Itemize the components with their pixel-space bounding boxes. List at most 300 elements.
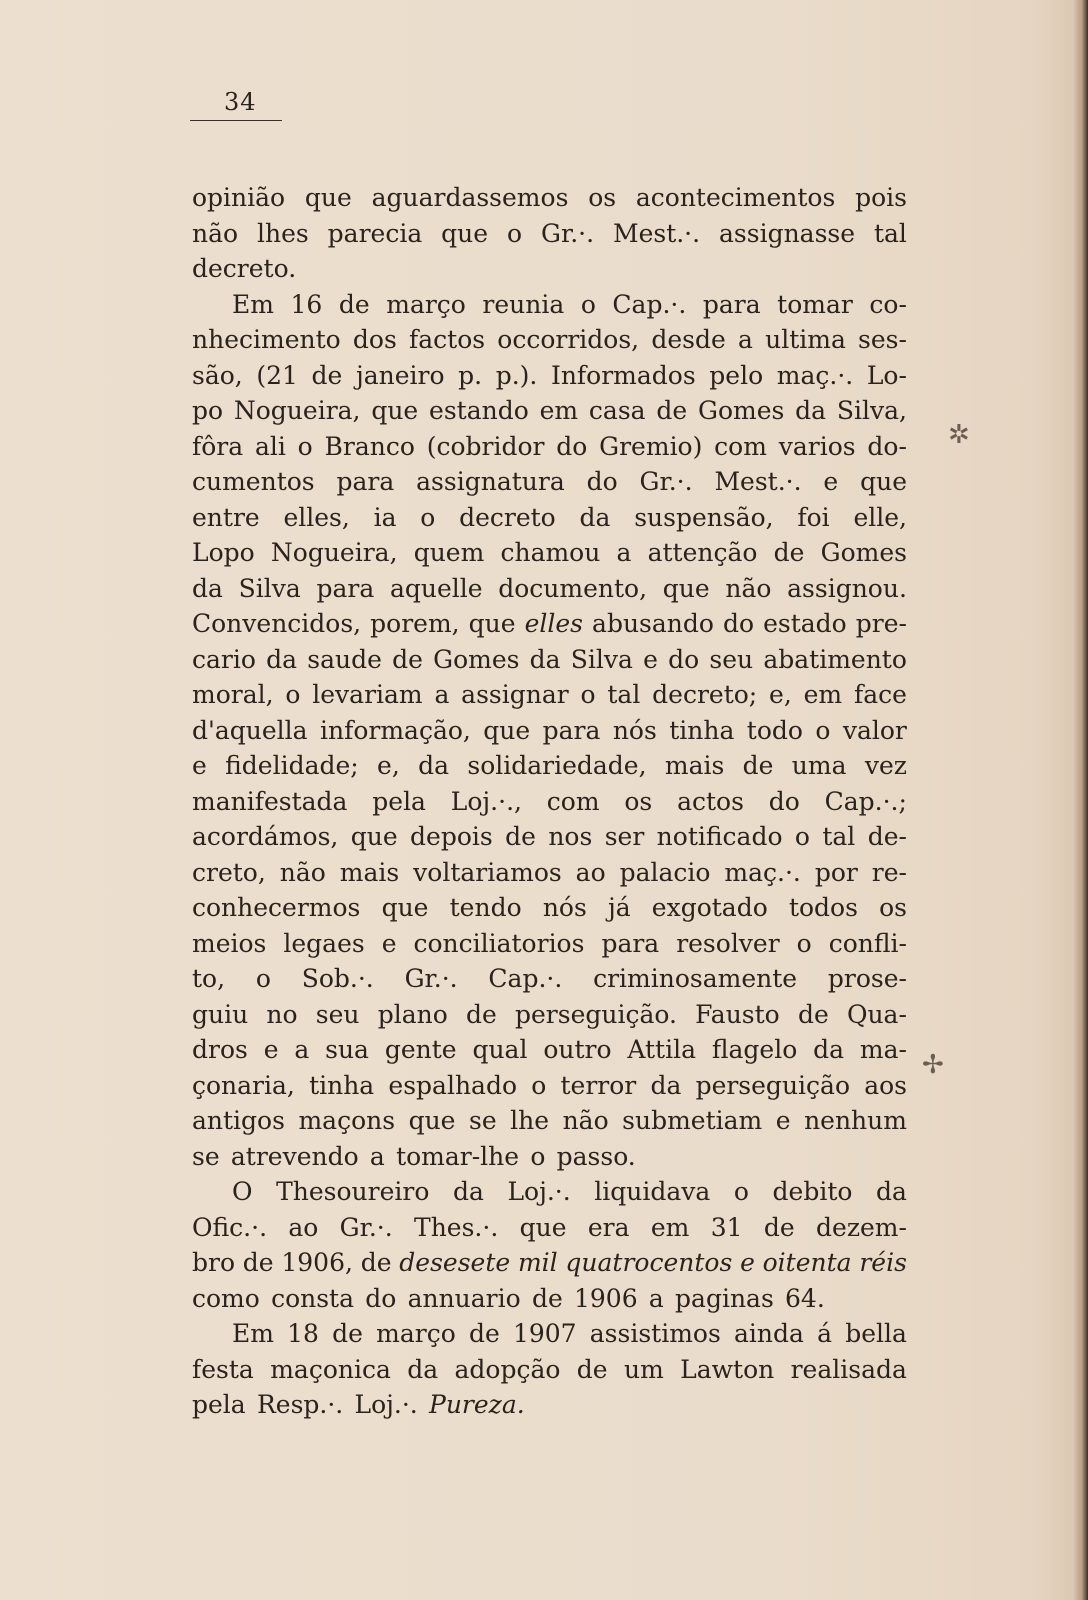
word: chamou — [500, 538, 601, 567]
word: Ofic.·. — [192, 1212, 268, 1242]
word: á — [817, 1319, 833, 1348]
text-line — [192, 1210, 907, 1246]
word: Em — [232, 1319, 274, 1348]
word: terror — [560, 1070, 637, 1100]
word: dezem- — [816, 1212, 907, 1242]
text-line — [192, 748, 907, 784]
word: que — [483, 715, 531, 745]
word: que — [350, 822, 398, 851]
word: Pureza. — [429, 1390, 525, 1419]
text-line — [192, 464, 907, 500]
word: como — [192, 1283, 260, 1313]
text-line — [192, 535, 907, 571]
text-line — [192, 393, 907, 429]
word: Lawton — [680, 1354, 775, 1384]
page-number: 34 — [190, 88, 282, 121]
word: da — [876, 1177, 907, 1206]
word: do — [365, 1283, 397, 1313]
word: o — [794, 822, 810, 851]
word: a — [737, 325, 753, 354]
text-line — [192, 358, 907, 394]
word: por — [814, 857, 858, 887]
word: não — [725, 573, 772, 603]
word: Gr.·. — [404, 964, 458, 993]
word: flagelo — [711, 1035, 798, 1064]
text-line — [192, 855, 907, 891]
word: Gomes — [697, 396, 785, 425]
word: o — [507, 218, 523, 248]
word: de — [763, 1212, 795, 1242]
word: Gomes — [820, 538, 907, 567]
text-line — [192, 429, 907, 465]
word: que — [860, 467, 907, 496]
word: Resp.·. — [256, 1390, 344, 1419]
word: estando — [429, 396, 529, 425]
word: 64. — [785, 1283, 825, 1313]
word: da — [452, 1177, 484, 1206]
word: ma- — [859, 1035, 907, 1064]
word: um — [623, 1354, 664, 1384]
word: da — [192, 573, 223, 603]
word: para — [542, 715, 601, 745]
word: factos — [409, 325, 486, 354]
word: no — [266, 999, 298, 1029]
text-line — [192, 1103, 907, 1139]
word: em — [803, 680, 843, 709]
word: exgotado — [651, 893, 768, 922]
word: liquidava — [594, 1177, 711, 1206]
word: os — [624, 786, 653, 816]
word: conhecermos — [192, 893, 361, 922]
word: Gremio) — [599, 431, 703, 461]
text-line — [192, 606, 907, 642]
word: decreto — [459, 502, 556, 532]
text-line — [192, 961, 907, 997]
word: da — [795, 396, 827, 425]
word: mais — [339, 857, 400, 887]
word: são, — [192, 360, 243, 390]
word: a — [294, 1035, 310, 1064]
word: Gr.·. — [339, 1212, 393, 1242]
word: tal — [607, 680, 641, 709]
word: abusando — [592, 609, 714, 638]
word: que — [441, 218, 489, 248]
word: porem, — [370, 609, 460, 638]
word: de — [468, 1319, 500, 1348]
word: fidelidade; — [225, 751, 359, 780]
word: Cap.·.; — [824, 786, 907, 816]
word: p. — [458, 360, 483, 390]
text-line — [192, 571, 907, 607]
word: ser — [604, 822, 645, 851]
word: com — [714, 431, 767, 461]
word: janeiro — [355, 360, 445, 390]
word: o — [733, 1177, 749, 1206]
word: de — [360, 1248, 392, 1277]
word: Mest.·. — [612, 218, 701, 248]
word: desde — [651, 325, 726, 354]
word: de — [505, 822, 536, 851]
word: cario — [192, 644, 256, 674]
word: nós — [612, 715, 657, 745]
word: tomar — [777, 289, 853, 319]
word: Silva — [570, 644, 633, 674]
word: para — [316, 573, 375, 603]
word: de — [531, 1283, 563, 1313]
word: da — [579, 502, 611, 532]
word: de — [576, 1354, 608, 1384]
word: elle, — [853, 502, 907, 532]
text-line — [192, 1068, 907, 1104]
word: conciliatorios — [413, 928, 585, 958]
word: submetiam — [622, 1106, 763, 1135]
word: Mest.·. — [714, 467, 802, 496]
word: Gr.·. — [639, 467, 693, 496]
word: de — [332, 1319, 363, 1348]
text-line — [192, 819, 907, 855]
word: o — [580, 680, 596, 709]
word: espalhado — [388, 1070, 518, 1100]
word: dos — [352, 325, 397, 354]
word: varios — [778, 431, 856, 461]
word: todo — [746, 715, 803, 745]
word: que — [304, 183, 352, 212]
word: qual — [472, 1035, 528, 1064]
word: depois — [410, 822, 493, 851]
word: se — [469, 1106, 497, 1135]
word: março — [386, 289, 466, 319]
word: bro — [192, 1248, 236, 1277]
word: nhecimento — [192, 325, 341, 354]
word: (cobridor — [426, 431, 545, 461]
word: to, — [192, 964, 226, 993]
word: elles, — [283, 502, 350, 532]
word: opinião — [192, 183, 286, 212]
text-line — [192, 1316, 907, 1352]
word: tomar-lhe — [396, 1141, 520, 1171]
word: perseguição — [695, 1070, 850, 1100]
word: notificado — [656, 822, 783, 851]
word: 1906 — [574, 1283, 638, 1313]
word: Loj.·. — [507, 1177, 571, 1206]
word: realisada — [790, 1354, 907, 1384]
word: os — [588, 183, 617, 212]
word: para — [336, 467, 395, 496]
word: de — [311, 360, 343, 390]
word: valor — [842, 715, 907, 745]
word: quatrocentos — [565, 1248, 733, 1277]
word: o — [530, 1141, 546, 1171]
word: a — [434, 680, 450, 709]
text-line — [192, 890, 907, 926]
word: que — [408, 1106, 456, 1135]
word: 16 — [290, 289, 323, 319]
word: e, — [769, 680, 792, 709]
word: aquelle — [389, 573, 483, 603]
word: aguardassemos — [371, 183, 569, 212]
word: e — [775, 1106, 791, 1135]
word: Convencidos, — [192, 609, 362, 638]
text-line — [192, 1245, 907, 1281]
word: çonaria, — [192, 1070, 295, 1100]
word: do- — [867, 431, 907, 461]
word: oitenta — [762, 1248, 852, 1277]
word: O — [232, 1177, 253, 1206]
word: tinha — [669, 715, 735, 745]
word: e — [823, 467, 839, 496]
word: da — [529, 644, 561, 674]
word: voltariamos — [413, 857, 562, 887]
word: decreto; — [652, 680, 758, 709]
word: (21 — [256, 360, 298, 390]
word: assignar — [461, 680, 569, 709]
word: e — [263, 1035, 279, 1064]
word: o — [796, 928, 812, 958]
word: informação, — [320, 715, 471, 745]
text-line — [192, 500, 907, 536]
word: do — [768, 786, 800, 816]
word: levariam — [312, 680, 423, 709]
word: moral, — [192, 680, 274, 709]
word: maçonica — [270, 1354, 391, 1384]
word: adopção — [454, 1354, 561, 1384]
word: do — [556, 431, 588, 461]
word: abatimento — [763, 644, 907, 674]
body-text — [192, 180, 907, 1423]
word: assignasse — [719, 218, 856, 248]
word: Thesoureiro — [276, 1177, 430, 1206]
word: assistimos — [589, 1319, 721, 1348]
word: assignatura — [416, 467, 565, 496]
word: não — [562, 1106, 609, 1135]
word: documento, — [498, 573, 648, 603]
word: tal — [873, 218, 907, 248]
word: se — [192, 1141, 220, 1171]
word: passo. — [556, 1141, 636, 1171]
word: co- — [869, 289, 907, 319]
word: debito — [772, 1177, 853, 1206]
word: casa — [588, 396, 646, 425]
word: plano — [377, 999, 448, 1029]
word: Gomes — [433, 644, 520, 674]
word: de — [392, 644, 423, 674]
word: bella — [845, 1319, 907, 1348]
word: saude — [307, 644, 382, 674]
word: Lopo — [192, 538, 255, 567]
word: Lo- — [866, 360, 907, 390]
word: decreto. — [192, 254, 297, 283]
word: todos — [788, 893, 858, 922]
text-line — [192, 784, 907, 820]
word: o — [420, 502, 436, 532]
word: de — [773, 538, 805, 567]
word: mil — [517, 1248, 558, 1277]
word: meios — [192, 928, 267, 958]
word: Nogueira, — [233, 396, 361, 425]
ornament-mark: ✢ — [922, 1050, 944, 1080]
word: que — [381, 893, 429, 922]
word: ultima — [765, 325, 846, 354]
word: atrevendo — [230, 1141, 359, 1171]
word: para — [601, 928, 660, 958]
word: réis — [859, 1248, 907, 1277]
text-line — [192, 180, 907, 216]
word: e — [643, 644, 658, 674]
word: foi — [797, 502, 830, 532]
word: acordámos, — [192, 822, 339, 851]
text-line — [192, 216, 907, 252]
word: a — [648, 1283, 664, 1313]
word: criminosamente — [593, 964, 798, 993]
text-line — [192, 997, 907, 1033]
word: os — [879, 893, 907, 922]
word: Thes.·. — [414, 1212, 499, 1242]
word: prose- — [827, 964, 907, 993]
word: em — [650, 1212, 690, 1242]
word: seu — [709, 644, 754, 674]
word: o — [580, 289, 596, 319]
word: Silva — [238, 573, 301, 603]
word: confli- — [828, 928, 907, 958]
word: Qua- — [846, 999, 907, 1029]
word: reunia — [482, 289, 565, 319]
word: para — [702, 289, 761, 319]
word: maçons — [298, 1106, 396, 1135]
word: o — [531, 1070, 547, 1100]
text-line — [192, 1174, 907, 1210]
text-line — [192, 1352, 907, 1388]
word: pela — [372, 786, 426, 816]
word: lhe — [510, 1106, 550, 1135]
text-line — [192, 642, 907, 678]
word: attenção — [647, 538, 758, 567]
word: já — [607, 893, 631, 922]
word: mais — [664, 751, 725, 780]
word: parecia — [327, 218, 423, 248]
word: elles — [524, 609, 584, 638]
word: maç.·. — [776, 360, 854, 390]
word: 31 — [710, 1212, 743, 1242]
word: e, — [377, 751, 400, 780]
word: nenhum — [804, 1106, 907, 1135]
word: Loj.·., — [450, 786, 522, 816]
word: aos — [864, 1070, 907, 1100]
word: que — [662, 573, 710, 603]
word: solidariedade, — [467, 751, 647, 780]
word: de — [797, 999, 829, 1029]
word: tendo — [449, 893, 522, 922]
word: em — [539, 396, 579, 425]
word: ses- — [858, 325, 907, 354]
word: pre- — [855, 609, 907, 638]
word: Em — [232, 289, 274, 319]
word: quem — [413, 538, 485, 567]
word: da — [407, 1354, 439, 1384]
word: não — [192, 218, 239, 248]
word: da — [266, 644, 298, 674]
page-edge-shadow — [1074, 0, 1088, 1600]
word: ali — [254, 431, 286, 461]
word: pois — [855, 183, 907, 212]
word: Nogueira, — [270, 538, 398, 567]
text-line — [192, 1281, 907, 1317]
word: festa — [192, 1354, 254, 1384]
word: legaes — [283, 928, 365, 958]
word: de — [465, 999, 497, 1029]
word: palacio — [619, 857, 711, 887]
word: o — [255, 964, 271, 993]
word: creto, — [192, 857, 266, 887]
word: suspensão, — [634, 502, 774, 532]
word: d'aquella — [192, 715, 308, 745]
word: Cap.·. — [488, 964, 563, 993]
word: face — [853, 680, 907, 709]
word: da — [418, 751, 450, 780]
word: do — [586, 467, 618, 496]
word: maç.·. — [724, 857, 801, 887]
word: cumentos — [192, 467, 315, 496]
word: p.). — [495, 360, 538, 390]
word: 1906, — [281, 1248, 353, 1277]
word: entre — [192, 502, 260, 532]
word: 18 — [287, 1319, 319, 1348]
word: de — [338, 289, 370, 319]
word: pelo — [709, 360, 764, 390]
word: Gr.·. — [541, 218, 595, 248]
text-line — [192, 287, 907, 323]
word: desesete — [399, 1248, 511, 1277]
word: março — [376, 1319, 456, 1348]
word: manifestada — [192, 786, 348, 816]
word: ao — [575, 857, 606, 887]
word: Fausto — [695, 999, 780, 1029]
word: annuario — [407, 1283, 521, 1313]
word: perseguição. — [514, 999, 677, 1029]
word: uma — [791, 751, 847, 780]
text-line — [192, 1387, 907, 1423]
word: ia — [373, 502, 397, 532]
word: de- — [867, 822, 907, 851]
word: o — [297, 431, 313, 461]
word: que — [468, 609, 516, 638]
word: outro — [543, 1035, 612, 1064]
word: acontecimentos — [635, 183, 836, 212]
word: paginas — [675, 1283, 774, 1313]
text-line — [192, 251, 907, 287]
word: assignou. — [787, 573, 907, 603]
word: o — [815, 715, 831, 745]
word: o — [285, 680, 301, 709]
word: do — [668, 644, 700, 674]
word: Silva, — [836, 396, 907, 425]
word: que — [519, 1212, 567, 1242]
word: occorridos, — [497, 325, 640, 354]
word: era — [587, 1212, 630, 1242]
word: actos — [677, 786, 744, 816]
word: que — [371, 396, 419, 425]
ornament-mark: ✲ — [948, 420, 970, 450]
word: da — [650, 1070, 682, 1100]
word: de — [742, 751, 774, 780]
word: nos — [548, 822, 593, 851]
word: po — [192, 396, 224, 425]
word: 1907 — [512, 1319, 577, 1348]
word: seu — [315, 999, 360, 1029]
text-line — [192, 926, 907, 962]
word: Informados — [550, 360, 696, 390]
word: ainda — [734, 1319, 804, 1348]
word: ao — [288, 1212, 319, 1242]
